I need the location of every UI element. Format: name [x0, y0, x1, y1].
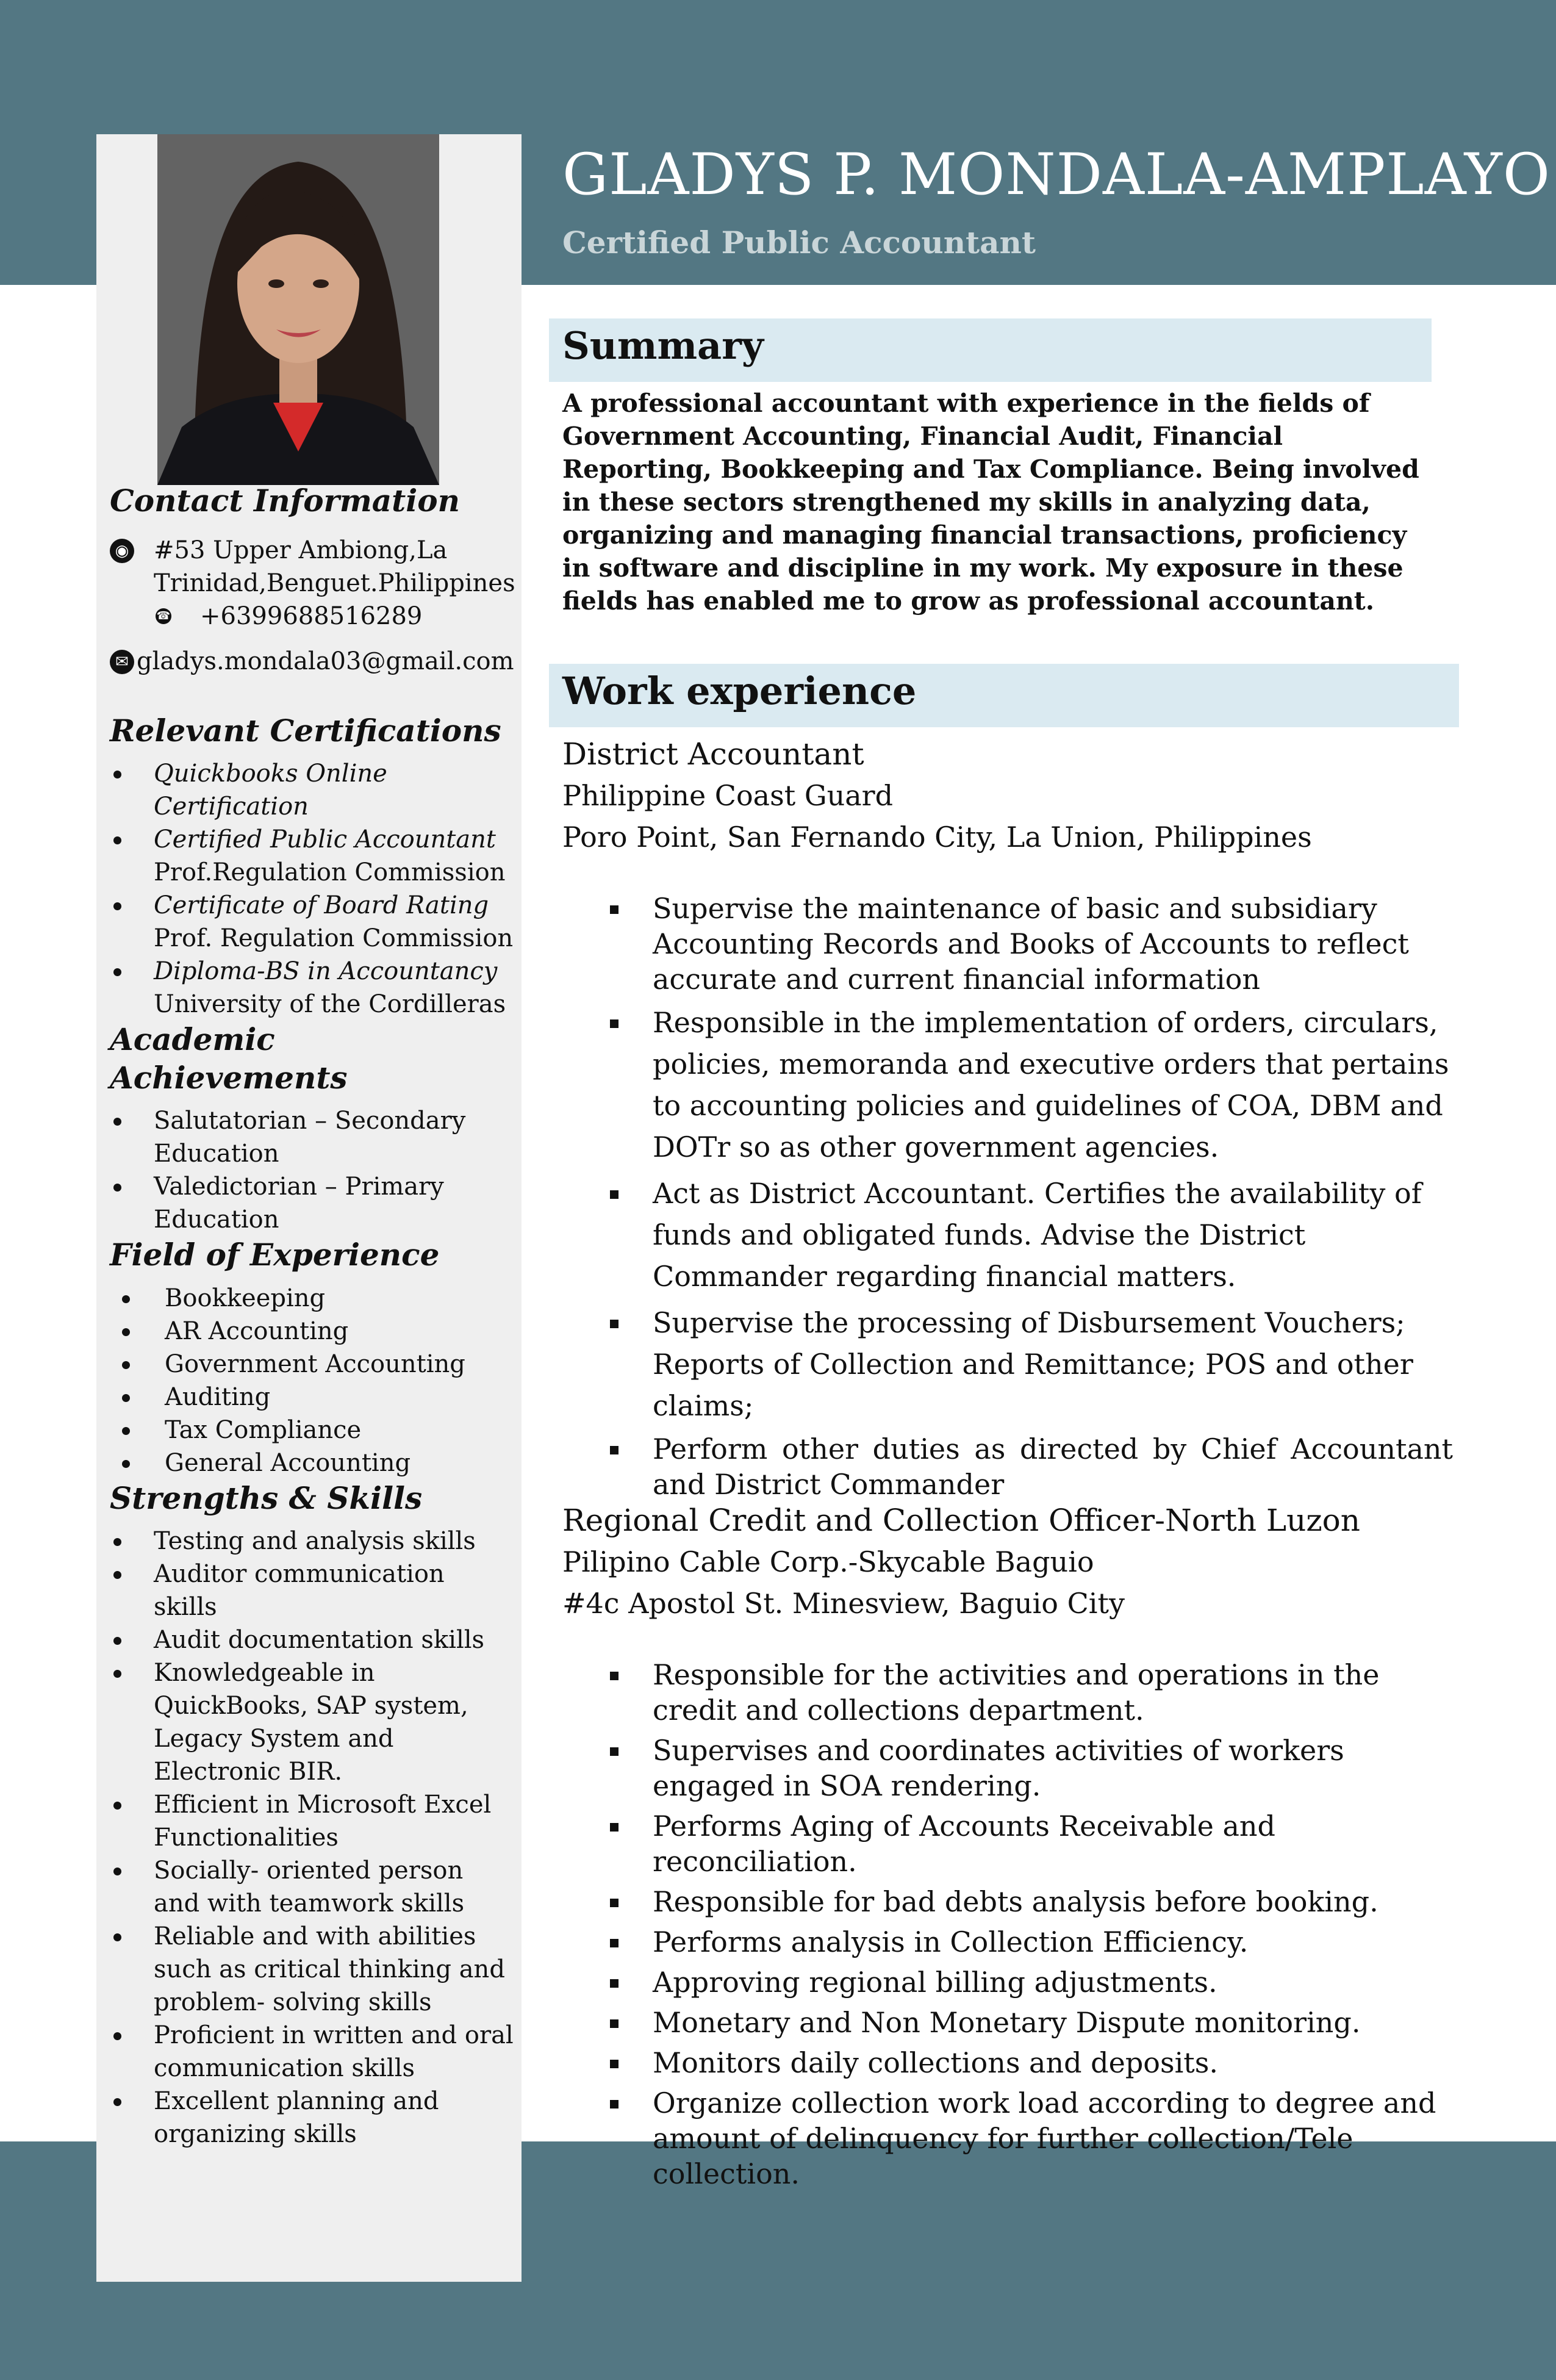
work-heading: Work experience [562, 669, 917, 713]
list-item: AR Accounting [110, 1315, 515, 1348]
list-item: Performs analysis in Collection Efficiency. [562, 1924, 1453, 1960]
certifications-list [110, 757, 515, 1021]
list-item: Approving regional billing adjustments. [562, 1965, 1453, 2000]
list-item: Reliable and with abilities such as critical thinking and problem- solving skills [110, 1920, 515, 2019]
job-title: District Accountant [562, 736, 864, 772]
list-item: Certificate of Board Rating Prof. Regulation Commission [110, 889, 515, 955]
list-item: Certified Public Accountant Prof.Regulation Commission [110, 823, 515, 889]
job-duties [562, 1657, 1453, 2191]
email-row [110, 645, 515, 678]
job-company: Philippine Coast Guard [562, 779, 894, 812]
job-entry [562, 733, 1453, 1507]
summary-heading: Summary [562, 323, 764, 368]
email-text: gladys.mondala03@gmail.com [137, 647, 514, 675]
phone-row [156, 600, 515, 633]
job-company: Pilipino Cable Corp.-Skycable Baguio [562, 1545, 1094, 1578]
list-item: Valedictorian – Primary Education [110, 1170, 515, 1236]
list-item: Monitors daily collections and deposits. [562, 2045, 1453, 2080]
list-item: Act as District Accountant. Certifies the availability of funds and obligated funds. Advise the District Commander regarding financial matters. [562, 1173, 1453, 1297]
sidebar-content [110, 482, 515, 2151]
list-item: Auditing [110, 1381, 515, 1414]
list-item: Knowledgeable in QuickBooks, SAP system, Legacy System and Electronic BIR. [110, 1656, 515, 1788]
address-row [110, 534, 515, 600]
list-item: Tax Compliance [110, 1414, 515, 1447]
list-item: Government Accounting [110, 1348, 515, 1381]
list-item: Audit documentation skills [110, 1623, 515, 1656]
job-entry [562, 1500, 1453, 2196]
list-item: Organize collection work load according to degree and amount of delinquency for further collection/Tele collection. [562, 2085, 1453, 2191]
skills-list [110, 1525, 515, 2151]
list-item: Bookkeeping [110, 1282, 515, 1315]
phone-icon: ☎ [156, 608, 171, 624]
job-duties [562, 891, 1453, 1502]
list-item: Supervise the processing of Disbursement Vouchers; Reports of Collection and Remittance; POS and other claims; [562, 1302, 1453, 1426]
job-location: #4c Apostol St. Minesview, Baguio City [562, 1587, 1125, 1620]
fields-list [110, 1282, 515, 1479]
list-item: Perform other duties as directed by Chief Accountant and District Commander [562, 1431, 1453, 1502]
profile-photo [157, 134, 439, 485]
address-text: #53 Upper Ambiong,La Trinidad,Benguet.Philippines [154, 536, 515, 597]
list-item: Responsible in the implementation of orders, circulars, policies, memoranda and executive orders that pertains to accounting policies and guidelines of COA, DBM and DOTr so as other government agencies. [562, 1002, 1453, 1168]
job-title: Regional Credit and Collection Officer-North Luzon [562, 1503, 1360, 1538]
achievements-heading: Academic Achievements [110, 1021, 348, 1096]
list-item: Proficient in written and oral communication skills [110, 2019, 515, 2085]
fields-heading: Field of Experience [110, 1237, 440, 1273]
achievements-list [110, 1104, 515, 1236]
list-item: Efficient in Microsoft Excel Functionalities [110, 1788, 515, 1854]
location-pin-icon: ◉ [110, 539, 134, 563]
list-item: Excellent planning and organizing skills [110, 2085, 515, 2151]
list-item: Socially- oriented person and with teamwork skills [110, 1854, 515, 1920]
list-item: Auditor communication skills [110, 1558, 515, 1623]
list-item: Supervises and coordinates activities of workers engaged in SOA rendering. [562, 1733, 1453, 1803]
list-item: Quickbooks Online Certification [110, 757, 515, 823]
list-item: Performs Aging of Accounts Receivable and reconciliation. [562, 1808, 1453, 1879]
skills-heading: Strengths & Skills [110, 1479, 423, 1516]
phone-text: +6399688516289 [200, 602, 423, 630]
list-item: Diploma-BS in Accountancy University of the Cordilleras [110, 955, 515, 1021]
list-item: Responsible for bad debts analysis before booking. [562, 1884, 1453, 1919]
summary-text: A professional accountant with experience in the fields of Government Accounting, Financial Audit, Financial Reporting, Bookkeeping and Tax Compliance. Being involved in these sectors strengthened my skills in analyzing data, organizing and managing financial transactions, proficiency in software and discipline in my work. My exposure in these fields has enabled me to grow as professional accountant. [562, 389, 1419, 616]
candidate-title: Certified Public Accountant [562, 225, 1036, 261]
candidate-name: GLADYS P. MONDALA-AMPLAYO [562, 142, 1551, 208]
certifications-heading: Relevant Certifications [110, 712, 501, 749]
list-item: General Accounting [110, 1447, 515, 1479]
list-item: Testing and analysis skills [110, 1525, 515, 1558]
email-icon: ✉ [110, 650, 134, 674]
list-item: Monetary and Non Monetary Dispute monitoring. [562, 2005, 1453, 2040]
contact-heading: Contact Information [110, 483, 460, 519]
job-location: Poro Point, San Fernando City, La Union, Philippines [562, 821, 1312, 854]
list-item: Responsible for the activities and operations in the credit and collections department. [562, 1657, 1453, 1728]
list-item: Supervise the maintenance of basic and subsidiary Accounting Records and Books of Accounts to reflect accurate and current financial information [562, 891, 1453, 997]
list-item: Salutatorian – Secondary Education [110, 1104, 515, 1170]
